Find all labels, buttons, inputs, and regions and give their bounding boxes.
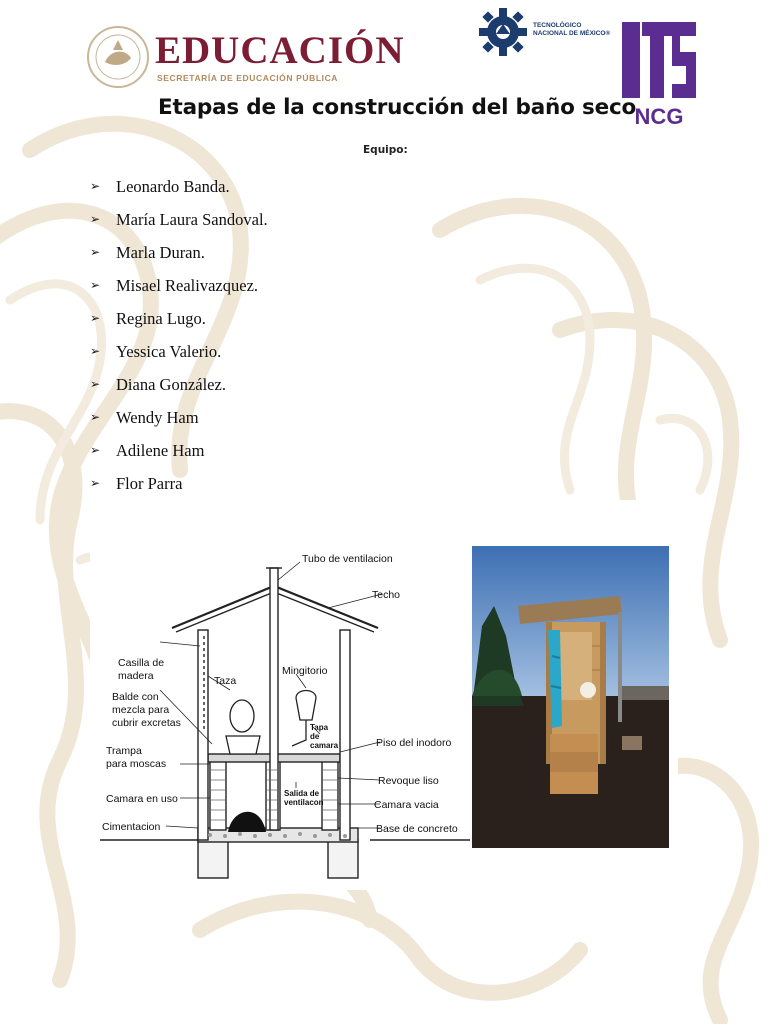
member-name: Yessica Valerio. — [116, 341, 222, 361]
label-casilla-1: Casilla de — [118, 657, 165, 669]
arrow-bullet-icon: ➢ — [90, 410, 101, 424]
label-piso: Piso del inodoro — [376, 737, 452, 749]
page-title: Etapas de la construcción del baño seco — [158, 95, 637, 120]
mexico-seal-icon — [85, 24, 151, 90]
arrow-bullet-icon: ➢ — [90, 344, 101, 358]
list-item — [90, 269, 268, 302]
label-tapa-3: camara — [310, 741, 339, 750]
label-salida-2: ventilacon — [284, 798, 324, 807]
label-taza: Taza — [214, 675, 237, 687]
sep-title: EDUCACIÓN — [155, 29, 405, 72]
gear-icon — [478, 4, 528, 60]
label-balde-2: mezcla para — [112, 704, 170, 716]
dry-toilet-diagram — [100, 550, 470, 885]
label-tapa-2: de — [310, 732, 320, 741]
tecnm-line2: NACIONAL DE MÉXICO® — [533, 30, 611, 37]
sep-subtitle: SECRETARÍA DE EDUCACIÓN PÚBLICA — [157, 73, 339, 83]
list-item — [90, 401, 268, 434]
label-balde-3: cubrir excretas — [112, 717, 181, 729]
tecnm-text — [533, 22, 610, 38]
label-salida-1: Salida de — [284, 789, 320, 798]
label-tapa-1: Tapa — [310, 723, 329, 732]
its-sub-text: NCG — [634, 104, 684, 129]
label-base: Base de concreto — [376, 823, 458, 835]
list-item — [90, 302, 268, 335]
list-item — [90, 467, 268, 500]
arrow-bullet-icon: ➢ — [90, 476, 101, 490]
dry-toilet-photo — [472, 546, 669, 848]
team-label: Equipo: — [363, 144, 408, 156]
label-camara-vacia: Camara vacia — [374, 799, 439, 811]
arrow-bullet-icon: ➢ — [90, 212, 101, 226]
list-item — [90, 170, 268, 203]
label-trampa-2: para moscas — [106, 758, 167, 770]
tecnm-line1: TECNOLÓGICO — [533, 22, 582, 29]
label-revoque: Revoque liso — [378, 775, 439, 787]
list-item — [90, 236, 268, 269]
label-techo: Techo — [372, 589, 401, 601]
member-list — [90, 170, 268, 500]
list-item — [90, 434, 268, 467]
arrow-bullet-icon: ➢ — [90, 311, 101, 325]
member-name: Marla Duran. — [116, 242, 205, 262]
member-name: Leonardo Banda. — [116, 176, 230, 196]
member-name: Diana González. — [116, 374, 226, 394]
arrow-bullet-icon: ➢ — [90, 179, 101, 193]
label-balde-1: Balde con — [112, 691, 159, 703]
member-name: Adilene Ham — [116, 440, 205, 460]
list-item — [90, 203, 268, 236]
label-mingitorio: Mingitorio — [282, 665, 328, 677]
sep-logo — [85, 24, 405, 94]
arrow-bullet-icon: ➢ — [90, 245, 101, 259]
arrow-bullet-icon: ➢ — [90, 377, 101, 391]
member-name: Wendy Ham — [116, 407, 199, 427]
arrow-bullet-icon: ➢ — [90, 278, 101, 292]
list-item — [90, 368, 268, 401]
label-tubo: Tubo de ventilacion — [302, 553, 393, 565]
arrow-bullet-icon: ➢ — [90, 443, 101, 457]
label-casilla-2: madera — [118, 670, 154, 682]
label-trampa-1: Trampa — [106, 745, 142, 757]
label-camara-uso: Camara en uso — [106, 793, 178, 805]
member-name: María Laura Sandoval. — [116, 209, 268, 229]
label-cimentacion: Cimentacion — [102, 821, 161, 833]
member-name: Regina Lugo. — [116, 308, 206, 328]
list-item — [90, 335, 268, 368]
member-name: Flor Parra — [116, 473, 183, 493]
figure-panel — [90, 500, 678, 890]
tecnm-logo — [478, 4, 618, 60]
member-name: Misael Realivazquez. — [116, 275, 259, 295]
